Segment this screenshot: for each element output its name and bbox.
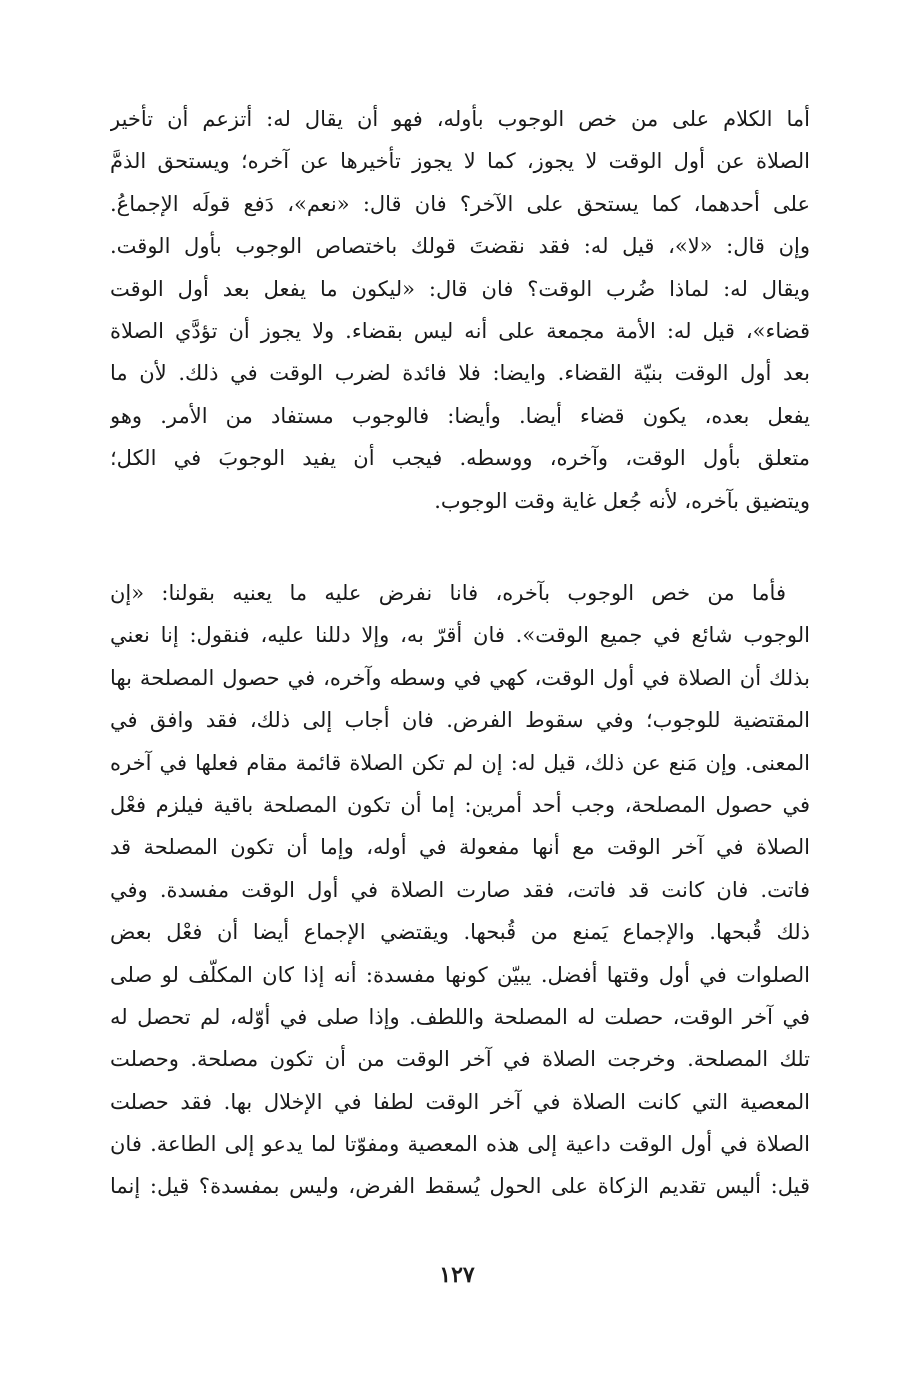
text-line: ويتضيق بآخره، لأنه جُعل غاية وقت الوجوب. [434,488,810,513]
text-line: ويقال له: لماذا ضُرب الوقت؟ فان قال: «ليكون ما يفعل بعد أول الوقت [110,276,810,301]
text-line: الصلاة في آخر الوقت مع أنها مفعولة في أوله، وإما أن تكون المصلحة قد [110,835,810,860]
text-line: المقتضية للوجوب؛ وفي سقوط الفرض. فان أجاب إلى ذلك، فقد وافق في [110,708,810,733]
text-line: يفعل بعده، يكون قضاء أيضا. وأيضا: فالوجوب مستفاد من الأمر. وهو [110,403,810,428]
text-line: على أحدهما، كما يستحق على الآخر؟ فان قال: «نعم»، دَفع قولَه الإجماعُ. [110,191,810,216]
text-line: الصلوات في أول وقتها أفضل. يبيّن كونها مفسدة: أنه إذا كان المكلّف لو صلى [110,962,810,987]
text-line: متعلق بأول الوقت، وآخره، ووسطه. فيجب أن يفيد الوجوبَ في الكل؛ [110,446,810,471]
text-line: بعد أول الوقت بنيّة القضاء. وايضا: فلا فائدة لضرب الوقت في ذلك. لأن ما [110,361,810,386]
text-line: أما الكلام على من خص الوجوب بأوله، فهو أن يقال له: أتزعم أن تأخير [110,107,810,131]
paragraph-1 [110,98,810,522]
text-line: الوجوب شائع في جميع الوقت». فان أقرّ به، وإلا دللنا عليه، فنقول: إنا نعني [110,623,810,648]
paragraph-2 [110,572,810,1208]
text-line: قيل: أليس تقديم الزكاة على الحول يُسقط الفرض، وليس بمفسدة؟ قيل: إنما [110,1174,810,1199]
text-line: الصلاة في أول الوقت داعية إلى هذه المعصية ومفوّتا لما يدعو إلى الطاعة. فان [110,1132,810,1157]
text-line: في حصول المصلحة، وجب أحد أمرين: إما أن تكون المصلحة باقية فيلزم فعْل [110,792,810,817]
text-line: تلك المصلحة. وخرجت الصلاة في آخر الوقت من أن تكون مصلحة. وحصلت [110,1047,810,1072]
page-number: ١٢٧ [439,1262,475,1288]
text-line: وإن قال: «لا»، قيل له: فقد نقضتَ قولك باختصاص الوجوب بأول الوقت. [110,234,810,259]
text-line: فأما من خص الوجوب بآخره، فانا نفرض عليه ما يعنيه بقولنا: «إن [110,581,786,605]
text-line: قضاء»، قيل له: الأمة مجمعة على أنه ليس بقضاء. ولا يجوز أن تؤدَّي الصلاة [110,318,810,343]
text-line: بذلك أن الصلاة في أول الوقت، كهي في وسطه وآخره، في حصول المصلحة بها [110,665,810,690]
text-line: فاتت. فان كانت قد فاتت، فقد صارت الصلاة في أول الوقت مفسدة. وفي [110,877,810,902]
text-line: في آخر الوقت، حصلت له المصلحة واللطف. وإذا صلى في أوّله، لم تحصل له [110,1004,810,1029]
text-line: الصلاة عن أول الوقت لا يجوز، كما لا يجوز تأخيرها عن آخره؛ ويستحق الذمَّ [110,149,810,174]
text-line: المعصية التي كانت الصلاة في آخر الوقت لطفا في الإخلال بها. فقد حصلت [110,1089,810,1114]
text-line: المعنى. وإن مَنع عن ذلك، قيل له: إن لم تكن الصلاة قائمة مقام فعلها في آخره [110,750,810,775]
text-line: ذلك قُبحها. والإجماع يَمنع من قُبحها. ويقتضي الإجماع أيضا أن فعْل بعض [110,920,810,945]
